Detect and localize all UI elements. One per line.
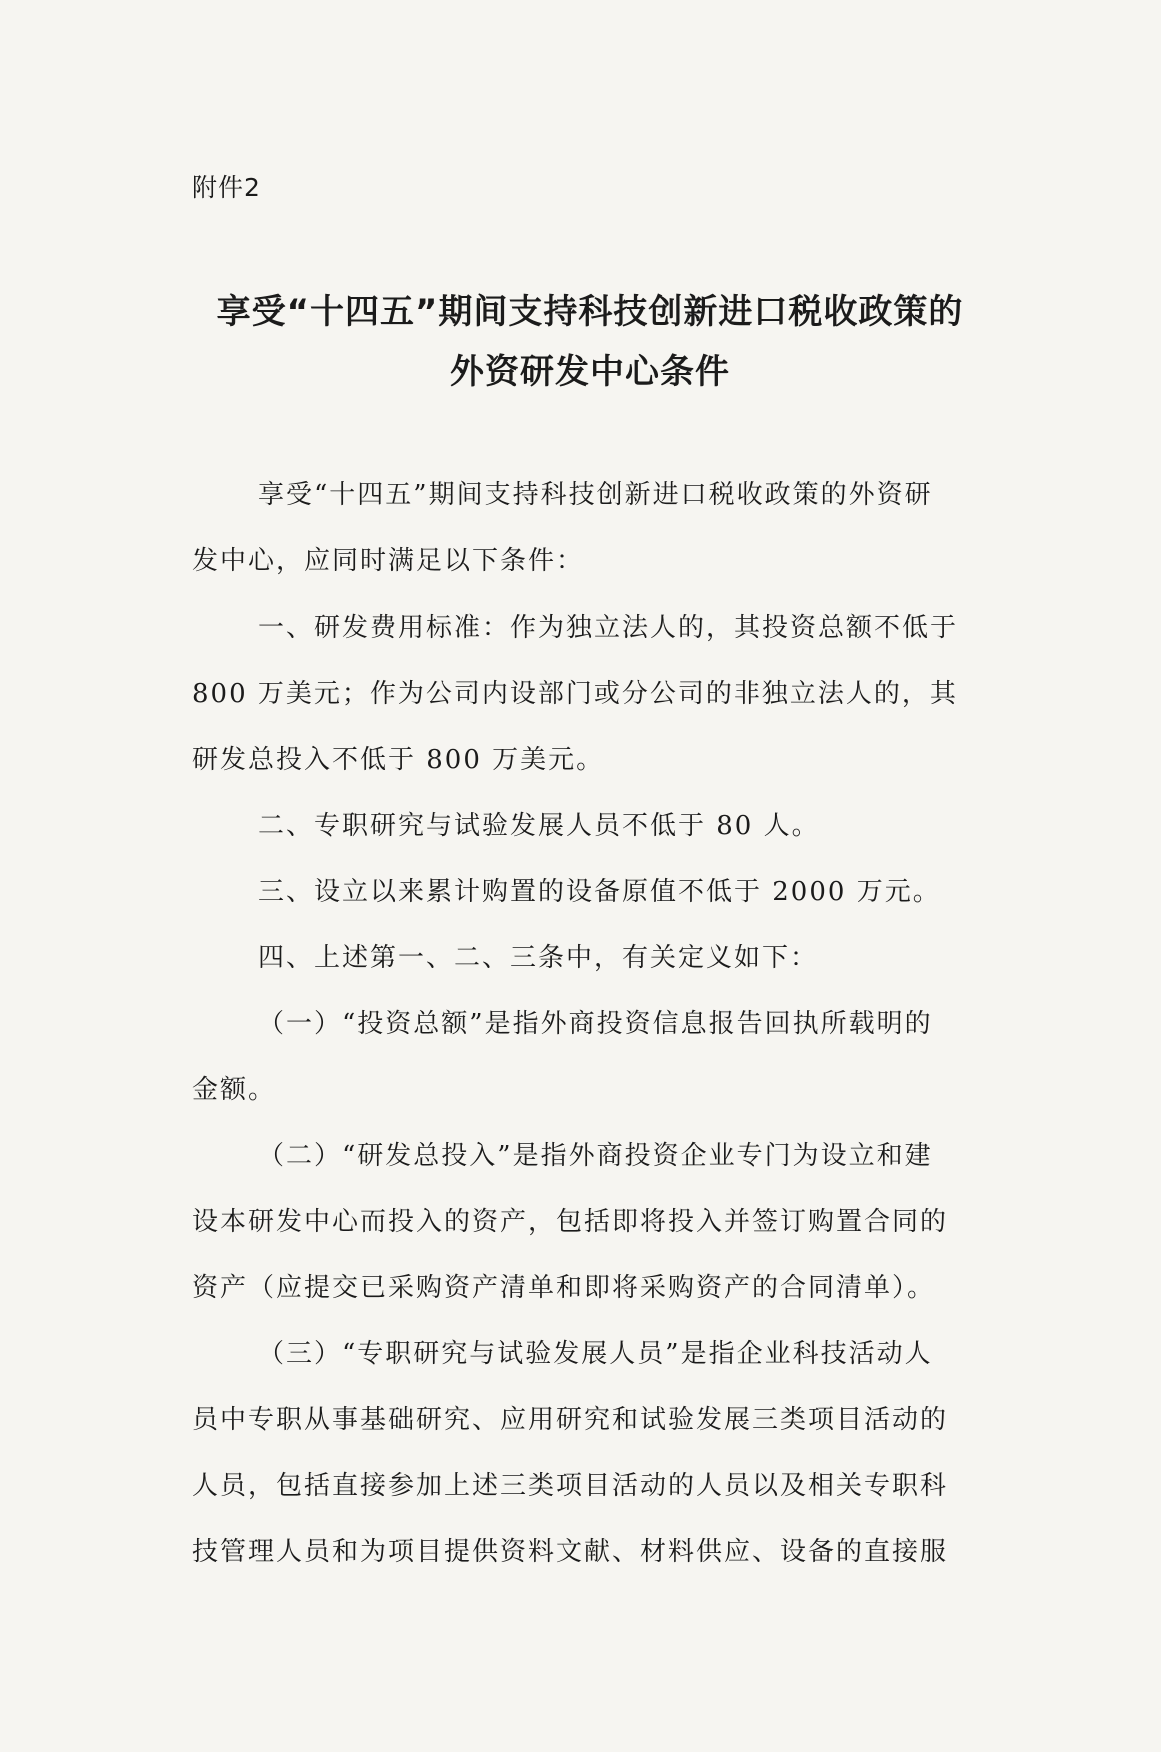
definition-1-line-2: 金额。 xyxy=(192,1075,277,1105)
clause-4-line: 四、上述第一、二、三条中，有关定义如下： xyxy=(258,943,819,973)
definition-2-line-2: 设本研发中心而投入的资产，包括即将投入并签订购置合同的 xyxy=(192,1207,949,1237)
clause-2-line: 二、专职研究与试验发展人员不低于 80 人。 xyxy=(258,811,820,841)
definition-3-line-2: 员中专职从事基础研究、应用研究和试验发展三类项目活动的 xyxy=(192,1405,949,1435)
definition-1-line-1: （一）“投资总额”是指外商投资信息报告回执所载明的 xyxy=(258,1009,933,1039)
clause-1-line-3: 研发总投入不低于 800 万美元。 xyxy=(192,745,605,775)
clause-3-line: 三、设立以来累计购置的设备原值不低于 2000 万元。 xyxy=(258,877,941,907)
definition-3-line-4: 技管理人员和为项目提供资料文献、材料供应、设备的直接服 xyxy=(192,1537,949,1567)
intro-line-2: 发中心，应同时满足以下条件： xyxy=(192,546,585,576)
definition-2-line-1: （二）“研发总投入”是指外商投资企业专门为设立和建 xyxy=(258,1141,933,1171)
definition-2-line-3: 资产（应提交已采购资产清单和即将采购资产的合同清单）。 xyxy=(192,1273,936,1303)
document-title-line-2: 外资研发中心条件 xyxy=(450,352,730,392)
attachment-label: 附件2 xyxy=(192,173,261,202)
clause-1-line-2: 800 万美元；作为公司内设部门或分公司的非独立法人的，其 xyxy=(192,679,958,709)
definition-3-line-1: （三）“专职研究与试验发展人员”是指企业科技活动人 xyxy=(258,1339,933,1369)
document-title-line-1: 享受“十四五”期间支持科技创新进口税收政策的 xyxy=(216,292,964,332)
definition-3-line-3: 人员，包括直接参加上述三类项目活动的人员以及相关专职科 xyxy=(192,1471,949,1501)
clause-1-line-1: 一、研发费用标准：作为独立法人的，其投资总额不低于 xyxy=(258,613,959,643)
intro-line-1: 享受“十四五”期间支持科技创新进口税收政策的外资研 xyxy=(258,480,933,510)
